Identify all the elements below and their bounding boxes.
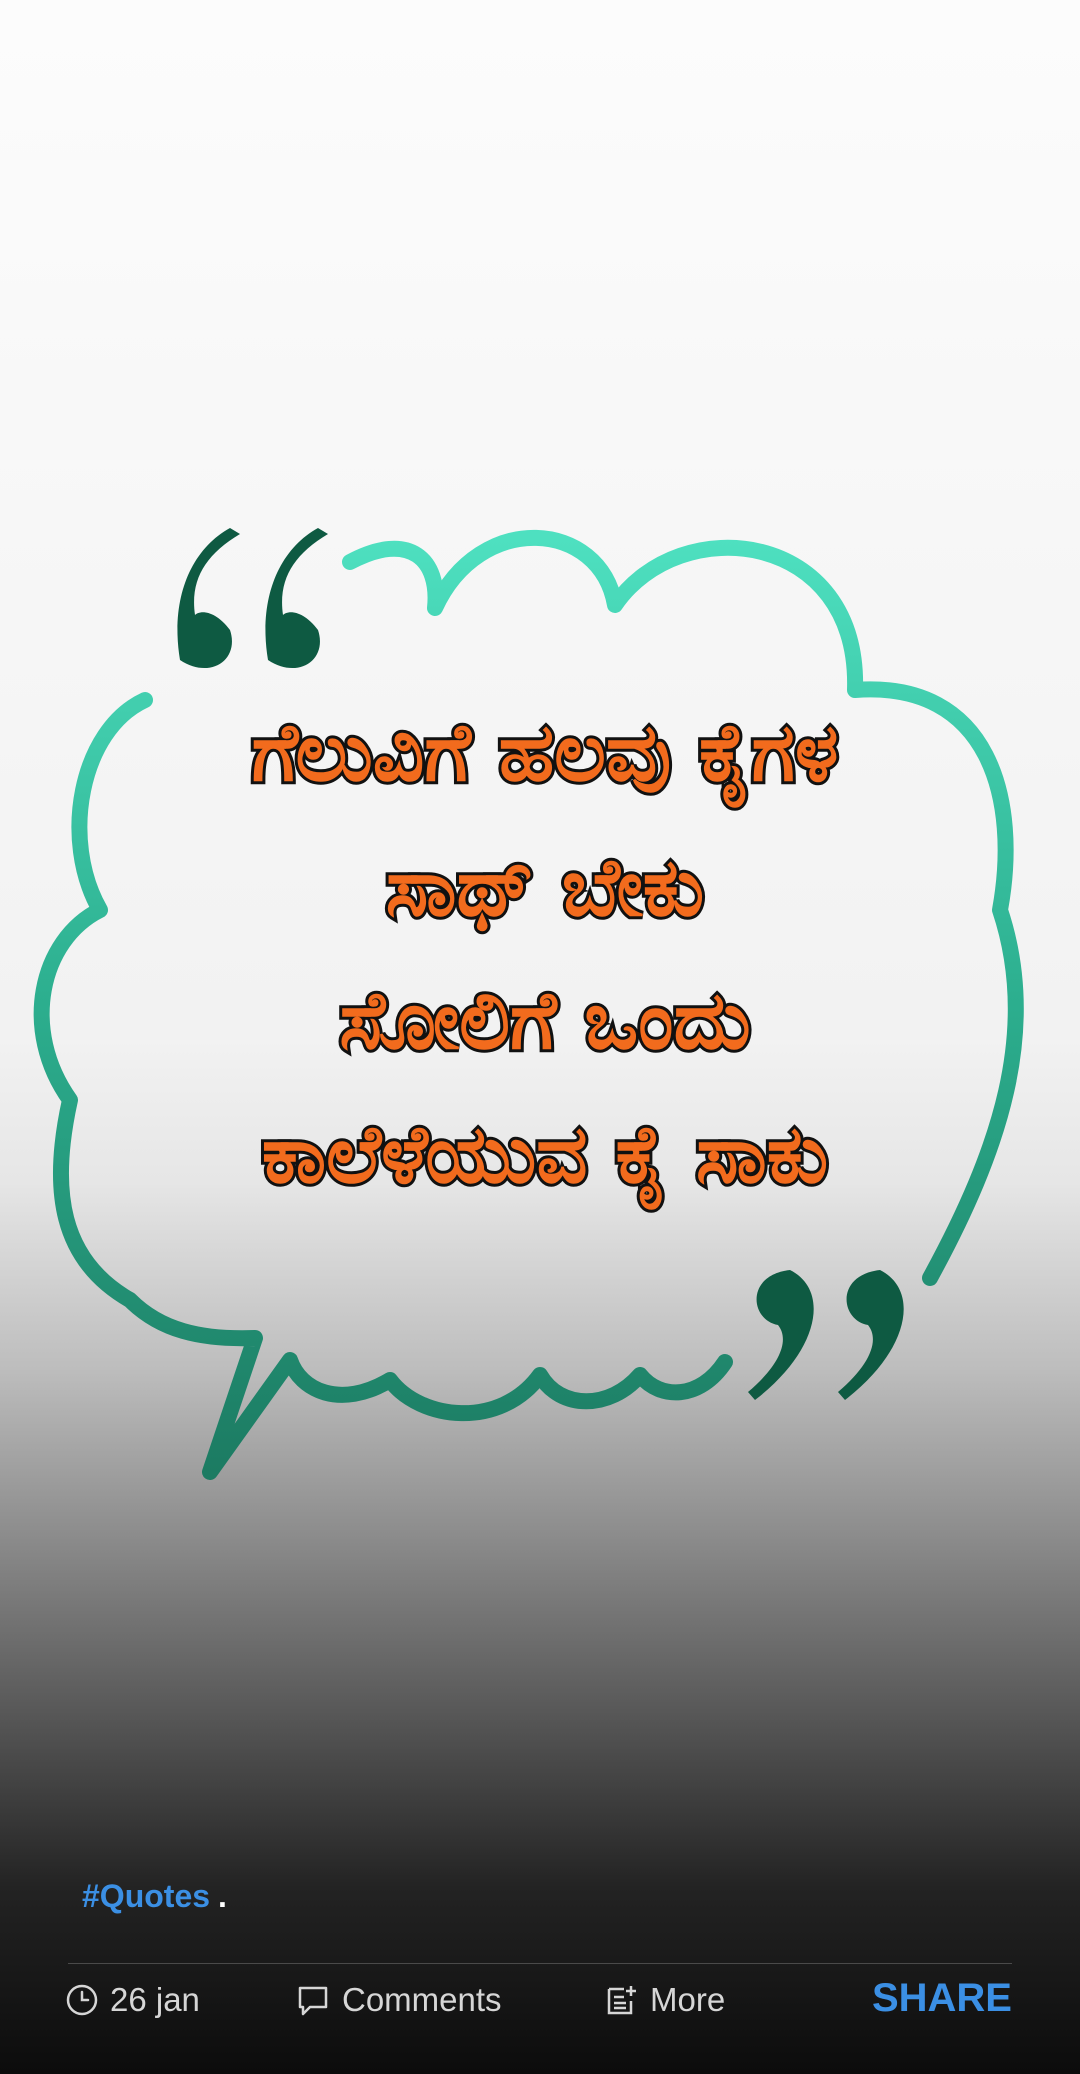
quote-line-4: ಕಾಲೆಳೆಯುವ ಕೈ ಸಾಕು — [261, 1108, 829, 1201]
open-quote-mark-icon — [177, 528, 328, 668]
share-button[interactable]: SHARE — [871, 1976, 1012, 2020]
quote-text — [252, 706, 839, 1210]
more-label: More — [650, 1981, 726, 2018]
note-add-icon — [604, 1983, 638, 2017]
clock-icon — [66, 1984, 98, 2016]
quote-line-2: ಸಾಥ್ ಬೇಕು — [385, 841, 705, 934]
hashtag-row — [82, 1878, 227, 1915]
comment-bubble-icon — [296, 1983, 330, 2017]
hashtag-suffix: . — [218, 1878, 227, 1914]
quote-line-1: ಗೆಲುವಿಗೆ ಹಲವು ಕೈಗಳ — [251, 706, 839, 799]
more-button[interactable] — [604, 1978, 725, 2022]
hashtag-link[interactable]: #Quotes — [82, 1878, 211, 1914]
post-date-text: 26 jan — [110, 1981, 200, 2018]
comments-label: Comments — [342, 1981, 502, 2018]
post-date — [66, 1978, 200, 2022]
quote-line-3: ಸೋಲಿಗೆ ಒಂದು — [339, 974, 751, 1067]
quote-image — [0, 470, 1080, 1500]
close-quote-mark-icon — [748, 1270, 904, 1400]
comments-button[interactable] — [296, 1978, 502, 2022]
